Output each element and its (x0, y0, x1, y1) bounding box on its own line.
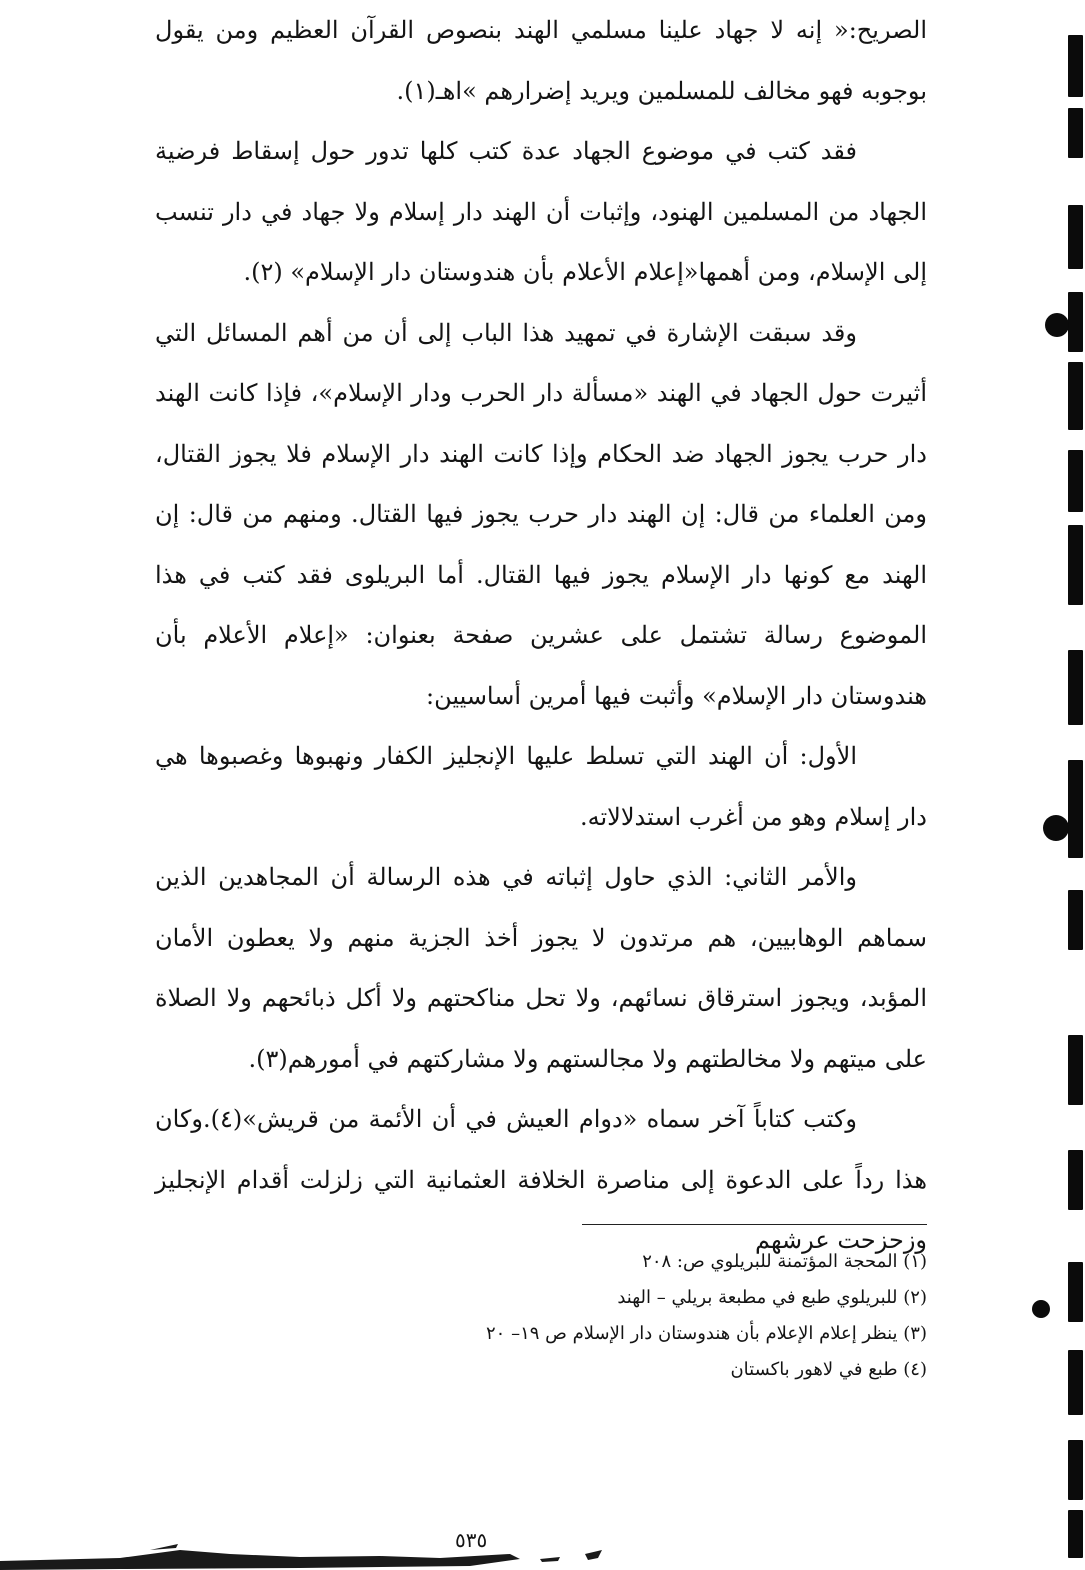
edge-bar (1068, 650, 1083, 725)
scan-blot (1032, 1300, 1050, 1318)
edge-bar (1068, 362, 1083, 430)
paragraph-6: وكتب كتاباً آخر سماه «دوام العيش في أن الأئمة من قريش»(٤).وكان هذا رداً على الدعوة إلى مناصرة الخلافة العثمانية التي زلزلت أقدام الإنجليز وزحزحت عرشهم (155, 1105, 927, 1254)
edge-bar (1068, 1350, 1083, 1415)
body-text (155, 0, 927, 1271)
footnotes (155, 1244, 927, 1388)
edge-bar (1068, 35, 1083, 97)
page-number: ٥٣٥ (455, 1528, 488, 1552)
edge-bar (1068, 1510, 1083, 1558)
edge-bar (1068, 1440, 1083, 1500)
paragraph-4: الأول: أن الهند التي تسلط عليها الإنجليز الكفار ونهبوها وغصبوها هي دار إسلام وهو من أغرب استدلالاته. (155, 742, 927, 831)
footnote-1: (١) المحجة المؤتمنة للبريلوي ص: ٢٠٨ (642, 1251, 927, 1272)
scan-edge-marks (1065, 0, 1085, 1570)
edge-bar (1068, 810, 1083, 858)
scan-blot (1043, 815, 1069, 841)
edge-bar (1068, 108, 1083, 158)
paragraph-3: وقد سبقت الإشارة في تمهيد هذا الباب إلى أن من أهم المسائل التي أثيرت حول الجهاد في الهند «مسألة دار الحرب ودار الإسلام»، فإذا كانت الهند دار حرب يجوز الجهاد ضد الحكام وإذا كانت الهند دار الإسلام فلا يجوز القتال، ومن العلماء من قال: إن الهند دار حرب يجوز فيها القتال. ومنهم من قال: إن الهند مع كونها دار الإسلام يجوز فيها القتال. أما البريلوى فقد كتب في هذا الموضوع رسالة تشتمل على عشرين صفحة بعنوان: «إعلام الأعلام بأن هندوستان دار الإسلام» وأثبت فيها أمرين أساسيين: (155, 318, 927, 710)
edge-bar (1068, 525, 1083, 605)
footnote-3: (٣) ينظر إعلام الإعلام بأن هندوستان دار الإسلام ص ١٩– ٢٠ (486, 1323, 927, 1344)
scan-blot (1045, 313, 1069, 337)
edge-bar (1068, 1035, 1083, 1105)
edge-bar (1068, 450, 1083, 512)
edge-bar (1068, 292, 1083, 352)
footnote-4: (٤) طبع في لاهور باكستان (730, 1359, 927, 1380)
paragraph-5: والأمر الثاني: الذي حاول إثباته في هذه الرسالة أن المجاهدين الذين سماهم الوهابيين، هم مرتدون لا يجوز أخذ الجزية منهم ولا يعطون الأمان المؤبد، ويجوز استرقاق نسائهم، ولا تحل مناكحتهم ولا أكل ذبائحهم ولا الصلاة على ميتهم ولا مخالطتهم ولا مجالستهم ولا مشاركتهم في أمورهم(٣). (155, 863, 927, 1073)
edge-bar (1068, 890, 1083, 950)
bottom-scan-edge (0, 1528, 620, 1570)
edge-bar (1068, 205, 1083, 269)
edge-bar (1068, 1262, 1083, 1322)
footnote-2: (٢) للبريلوي طبع في مطبعة بريلي – الهند (617, 1287, 927, 1308)
edge-bar (1068, 1150, 1083, 1210)
paragraph-2: فقد كتب في موضوع الجهاد عدة كتب كلها تدور حول إسقاط فرضية الجهاد من المسلمين الهنود، وإثبات أن الهند دار إسلام ولا جهاد في دار تنسب إلى الإسلام، ومن أهمها«إعلام الأعلام بأن هندوستان دار الإسلام» (٢). (155, 137, 927, 286)
paragraph-1: الصريح:« إنه لا جهاد علينا مسلمي الهند بنصوص القرآن العظيم ومن يقول بوجوبه فهو مخالف للمسلمين ويريد إضرارهم »اهـ(١). (155, 16, 927, 105)
footnote-separator (582, 1224, 927, 1225)
